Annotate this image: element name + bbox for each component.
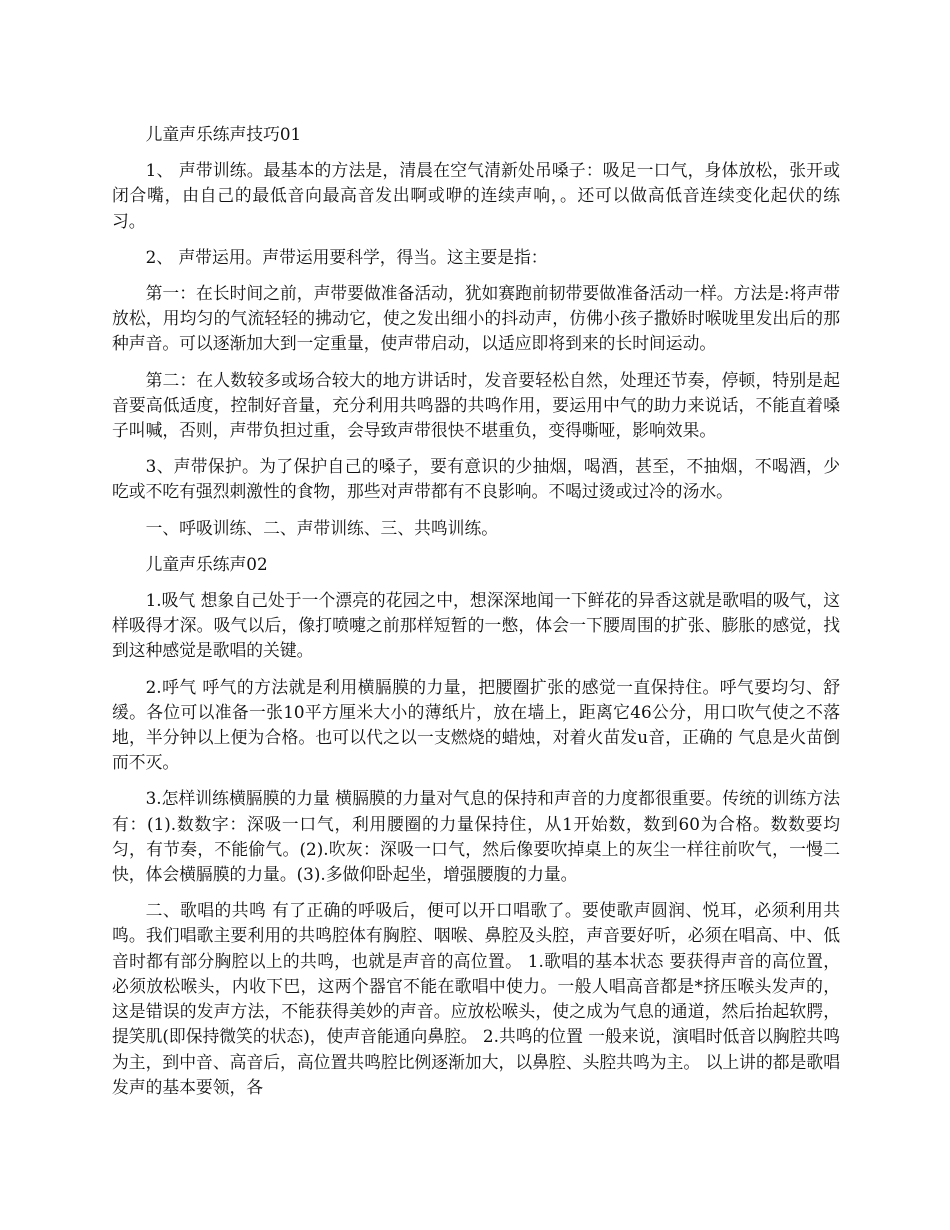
paragraph-second-point: 第二：在人数较多或场合较大的地方讲话时，发音要轻松自然，处理还节奏，停顿，特别是起音要高低适度，控制好音量，充分利用共鸣器的共鸣作用，要运用中气的助力来说话，不能直着嗓子叫喊，否则，声带负担过重，会导致声带很快不堪重负，变得嘶哑，影响效果。	[112, 369, 840, 441]
paragraph-vocal-cord-use: 2、 声带运用。声带运用要科学，得当。这主要是指：	[145, 246, 548, 267]
section-heading-01: 儿童声乐练声技巧01	[145, 124, 302, 144]
section-heading-02: 儿童声乐练声02	[145, 553, 268, 574]
paragraph-inhale: 1.吸气 想象自己处于一个漂亮的花园之中，想深深地闻一下鲜花的异香这就是歌唱的吸气，这样吸得才深。吸气以后，像打喷嚏之前那样短暂的一憋，体会一下腰周围的扩张、膨胀的感觉，找到这种感觉是歌唱的关键。	[112, 590, 840, 661]
paragraph-vocal-cord-training: 1、 声带训练。最基本的方法是，清晨在空气清新处吊嗓子：吸足一口气，身体放松，张开或闭合嘴，由自己的最低音向最高音发出啊或咿的连续声响，。还可以做高低音连续变化起伏的练习。	[112, 160, 840, 231]
paragraph-exhale: 2.呼气 呼气的方法就是利用横膈膜的力量，把腰圈扩张的感觉一直保持住。呼气要均匀、舒缓。各位可以准备一张10平方厘米大小的薄纸片，放在墙上，距离它46公分，用口吹气使之不落地，半分钟以上便为合格。也可以代之以一支燃烧的蜡烛，对着火苗发u音，正确的 气息是火苗倒而不灭。	[112, 676, 840, 773]
paragraph-diaphragm-training: 3.怎样训练横膈膜的力量 横膈膜的力量对气息的保持和声音的力度都很重要。传统的训练方法有：(1).数数字：深吸一口气，利用腰圈的力量保持住，从1开始数，数到60为合格。数数要均匀，有节奏，不能偷气。(2).吹灰：深吸一口气，然后像要吹掉桌上的灰尘一样往前吹气，一慢二快，体会横膈膜的力量。(3).多做仰卧起坐，增强腰腹的力量。	[112, 788, 840, 885]
paragraph-first-point: 第一：在长时间之前，声带要做准备活动，犹如赛跑前韧带要做准备活动一样。方法是:将声带放松，用均匀的气流轻轻的拂动它，使之发出细小的抖动声，仿佛小孩子撒娇时喉咙里发出后的那种声音。可以逐渐加大到一定重量，使声带启动，以适应即将到来的长时间运动。	[112, 283, 840, 354]
document-body	[112, 122, 840, 1111]
paragraph-training-list: 一、呼吸训练、二、声带训练、三、共鸣训练。	[145, 517, 499, 538]
paragraph-resonance: 二、歌唱的共鸣 有了正确的呼吸后，便可以开口唱歌了。要使歌声圆润、悦耳，必须利用共鸣。我们唱歌主要利用的共鸣腔体有胸腔、咽喉、鼻腔及头腔，声音要好听，必须在唱高、中、低音时都有部分胸腔以上的共鸣，也就是声音的高位置。 1.歌唱的基本状态 要获得声音的高位置，必须放松喉头，内收下巴，这两个器官不能在歌唱中使力。一般人唱高音都是*挤压喉头发声的，这是错误的发声方法，不能获得美妙的声音。应放松喉头，使之成为气息的通道，然后抬起软腭，提笑肌(即保持微笑的状态)，使声音能通向鼻腔。 2.共鸣的位置 一般来说，演唱时低音以胸腔共鸣为主，到中音、高音后，高位置共鸣腔比例逐渐加大，以鼻腔、头腔共鸣为主。 以上讲的都是歌唱发声的基本要领，各	[112, 900, 840, 1097]
paragraph-vocal-cord-protection: 3、声带保护。为了保护自己的嗓子，要有意识的少抽烟，喝酒，甚至，不抽烟，不喝酒，少吃或不吃有强烈刺激性的食物，那些对声带都有不良影响。不喝过烫或过冷的汤水。	[112, 456, 840, 502]
